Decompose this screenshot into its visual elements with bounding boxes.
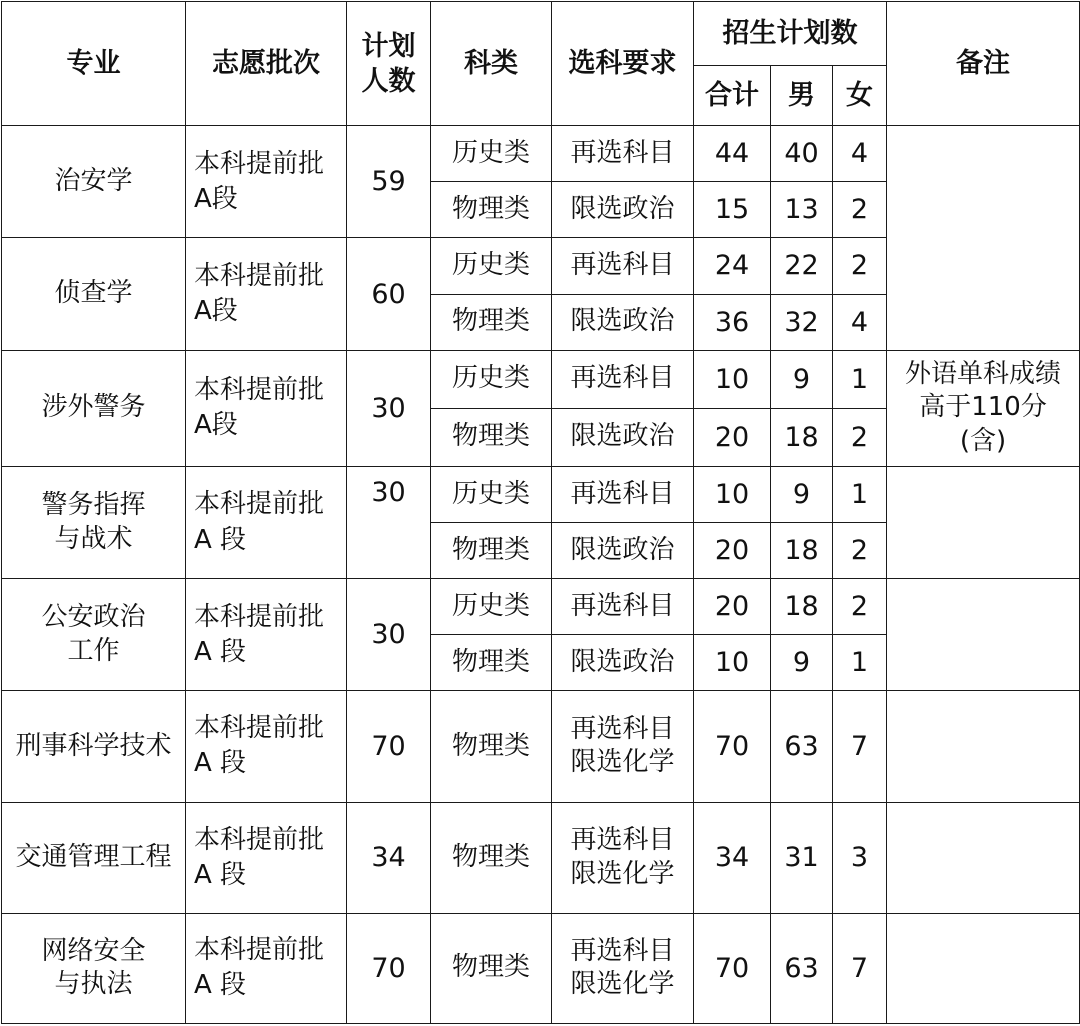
male-cell: 22 — [771, 238, 833, 294]
female-cell: 7 — [833, 691, 887, 802]
major-line: 交通管理工程 — [15, 841, 172, 872]
table-row — [2, 350, 1080, 408]
major-line: 与执法 — [54, 969, 133, 1000]
batch-line: A 段 — [194, 859, 247, 890]
category-cell: 物理类 — [431, 182, 552, 238]
female-cell: 2 — [833, 579, 887, 635]
major-cell — [2, 691, 186, 802]
total-cell: 70 — [694, 691, 771, 802]
batch-line: 本科提前批 — [194, 489, 325, 520]
batch-line: A 段 — [194, 748, 247, 779]
note-cell-empty — [887, 691, 1080, 802]
male-cell: 40 — [771, 126, 833, 182]
major-line: 治安学 — [54, 165, 133, 196]
plan-cell: 30 — [347, 579, 431, 691]
requirement-line: 限选化学 — [570, 858, 675, 889]
male-cell: 63 — [771, 691, 833, 802]
header-category: 科类 — [431, 2, 552, 126]
note-cell-empty — [887, 466, 1080, 578]
male-cell: 32 — [771, 294, 833, 350]
category-cell: 物理类 — [431, 523, 552, 579]
female-cell: 1 — [833, 466, 887, 522]
female-cell: 2 — [833, 238, 887, 294]
requirement-line: 再选科目 — [570, 824, 675, 855]
requirement-line: 限选化学 — [570, 747, 675, 778]
header-male: 男 — [771, 66, 833, 126]
batch-line: 本科提前批 — [194, 713, 325, 744]
total-cell: 10 — [694, 466, 771, 522]
category-cell: 物理类 — [431, 408, 552, 466]
plan-cell: 30 — [347, 466, 431, 578]
male-cell: 9 — [771, 350, 833, 408]
major-cell — [2, 126, 186, 238]
header-batch: 志愿批次 — [186, 2, 347, 126]
major-cell — [2, 350, 186, 466]
header-subject-requirement: 选科要求 — [552, 2, 694, 126]
batch-cell — [186, 238, 347, 350]
requirement-cell: 限选政治 — [552, 294, 694, 350]
note-line: 高于110分 — [919, 392, 1047, 423]
male-cell: 18 — [771, 408, 833, 466]
major-line: 与战术 — [54, 523, 133, 554]
batch-line: 本科提前批 — [194, 824, 325, 855]
male-cell: 13 — [771, 182, 833, 238]
batch-cell — [186, 913, 347, 1023]
enrollment-plan-table — [1, 1, 1080, 1024]
requirement-cell: 再选科目 — [552, 466, 694, 522]
batch-cell — [186, 350, 347, 466]
requirement-cell — [552, 913, 694, 1023]
requirement-cell — [552, 802, 694, 913]
batch-cell — [186, 126, 347, 238]
category-cell: 物理类 — [431, 635, 552, 691]
header-plan-line-1: 计划 — [361, 30, 416, 62]
major-line: 公安政治 — [41, 601, 146, 632]
category-cell: 历史类 — [431, 126, 552, 182]
male-cell: 9 — [771, 466, 833, 522]
category-cell: 历史类 — [431, 466, 552, 522]
batch-line: A段 — [194, 183, 238, 214]
batch-line: 本科提前批 — [194, 148, 325, 179]
category-cell: 物理类 — [431, 913, 552, 1023]
table-row — [2, 913, 1080, 1023]
male-cell: 31 — [771, 802, 833, 913]
female-cell: 4 — [833, 294, 887, 350]
batch-line: A 段 — [194, 524, 247, 555]
batch-line: 本科提前批 — [194, 935, 325, 966]
requirement-cell: 再选科目 — [552, 126, 694, 182]
header-note: 备注 — [887, 2, 1080, 126]
plan-cell: 60 — [347, 238, 431, 350]
table-row — [2, 691, 1080, 802]
total-cell: 34 — [694, 802, 771, 913]
requirement-cell: 限选政治 — [552, 523, 694, 579]
requirement-line: 限选化学 — [570, 969, 675, 1000]
batch-line: A 段 — [194, 636, 247, 667]
total-cell: 20 — [694, 408, 771, 466]
batch-line: A段 — [194, 296, 238, 327]
female-cell: 2 — [833, 182, 887, 238]
requirement-cell: 限选政治 — [552, 635, 694, 691]
total-cell: 20 — [694, 523, 771, 579]
major-line: 刑事科学技术 — [15, 730, 172, 761]
total-cell: 10 — [694, 635, 771, 691]
requirement-cell: 限选政治 — [552, 182, 694, 238]
female-cell: 1 — [833, 350, 887, 408]
female-cell: 7 — [833, 913, 887, 1023]
major-cell — [2, 802, 186, 913]
note-cell-empty — [887, 579, 1080, 691]
batch-line: 本科提前批 — [194, 375, 325, 406]
header-enrollment-plan: 招生计划数 — [694, 2, 887, 66]
female-cell: 3 — [833, 802, 887, 913]
male-cell: 18 — [771, 523, 833, 579]
header-female: 女 — [833, 66, 887, 126]
major-line: 涉外警务 — [41, 392, 146, 423]
batch-line: 本科提前批 — [194, 601, 325, 632]
batch-cell — [186, 579, 347, 691]
total-cell: 15 — [694, 182, 771, 238]
major-line: 网络安全 — [41, 935, 146, 966]
category-cell: 历史类 — [431, 350, 552, 408]
requirement-cell: 限选政治 — [552, 408, 694, 466]
category-cell: 物理类 — [431, 691, 552, 802]
note-cell — [887, 350, 1080, 466]
header-row-top — [2, 2, 1080, 66]
note-cell-empty — [887, 913, 1080, 1023]
note-cell-empty — [887, 126, 1080, 350]
header-major: 专业 — [2, 2, 186, 126]
header-plan-line-2: 人数 — [361, 65, 416, 97]
plan-cell: 30 — [347, 350, 431, 466]
note-line: (含) — [959, 426, 1007, 457]
table-row — [2, 466, 1080, 522]
requirement-cell: 再选科目 — [552, 579, 694, 635]
batch-cell — [186, 691, 347, 802]
note-line: 外语单科成绩 — [905, 358, 1062, 389]
requirement-cell: 再选科目 — [552, 238, 694, 294]
major-cell — [2, 579, 186, 691]
major-cell — [2, 913, 186, 1023]
plan-cell: 70 — [347, 913, 431, 1023]
major-cell — [2, 238, 186, 350]
requirement-cell: 再选科目 — [552, 350, 694, 408]
category-cell: 历史类 — [431, 238, 552, 294]
plan-cell: 34 — [347, 802, 431, 913]
header-plan-count — [347, 2, 431, 126]
table-row — [2, 126, 1080, 182]
requirement-line: 再选科目 — [570, 713, 675, 744]
category-cell: 物理类 — [431, 294, 552, 350]
major-cell — [2, 466, 186, 578]
male-cell: 9 — [771, 635, 833, 691]
batch-line: A 段 — [194, 970, 247, 1001]
female-cell: 4 — [833, 126, 887, 182]
total-cell: 44 — [694, 126, 771, 182]
table-row — [2, 579, 1080, 635]
major-line: 工作 — [67, 635, 120, 666]
header-total: 合计 — [694, 66, 771, 126]
female-cell: 1 — [833, 635, 887, 691]
note-cell-empty — [887, 802, 1080, 913]
total-cell: 10 — [694, 350, 771, 408]
male-cell: 18 — [771, 579, 833, 635]
category-cell: 历史类 — [431, 579, 552, 635]
requirement-cell — [552, 691, 694, 802]
table-row — [2, 802, 1080, 913]
total-cell: 24 — [694, 238, 771, 294]
batch-line: A段 — [194, 410, 238, 441]
major-line: 警务指挥 — [41, 489, 146, 520]
female-cell: 2 — [833, 408, 887, 466]
major-line: 侦查学 — [54, 278, 133, 309]
total-cell: 36 — [694, 294, 771, 350]
male-cell: 63 — [771, 913, 833, 1023]
plan-cell: 59 — [347, 126, 431, 238]
total-cell: 20 — [694, 579, 771, 635]
requirement-line: 再选科目 — [570, 935, 675, 966]
total-cell: 70 — [694, 913, 771, 1023]
batch-line: 本科提前批 — [194, 260, 325, 291]
batch-cell — [186, 466, 347, 578]
plan-cell: 70 — [347, 691, 431, 802]
batch-cell — [186, 802, 347, 913]
category-cell: 物理类 — [431, 802, 552, 913]
female-cell: 2 — [833, 523, 887, 579]
